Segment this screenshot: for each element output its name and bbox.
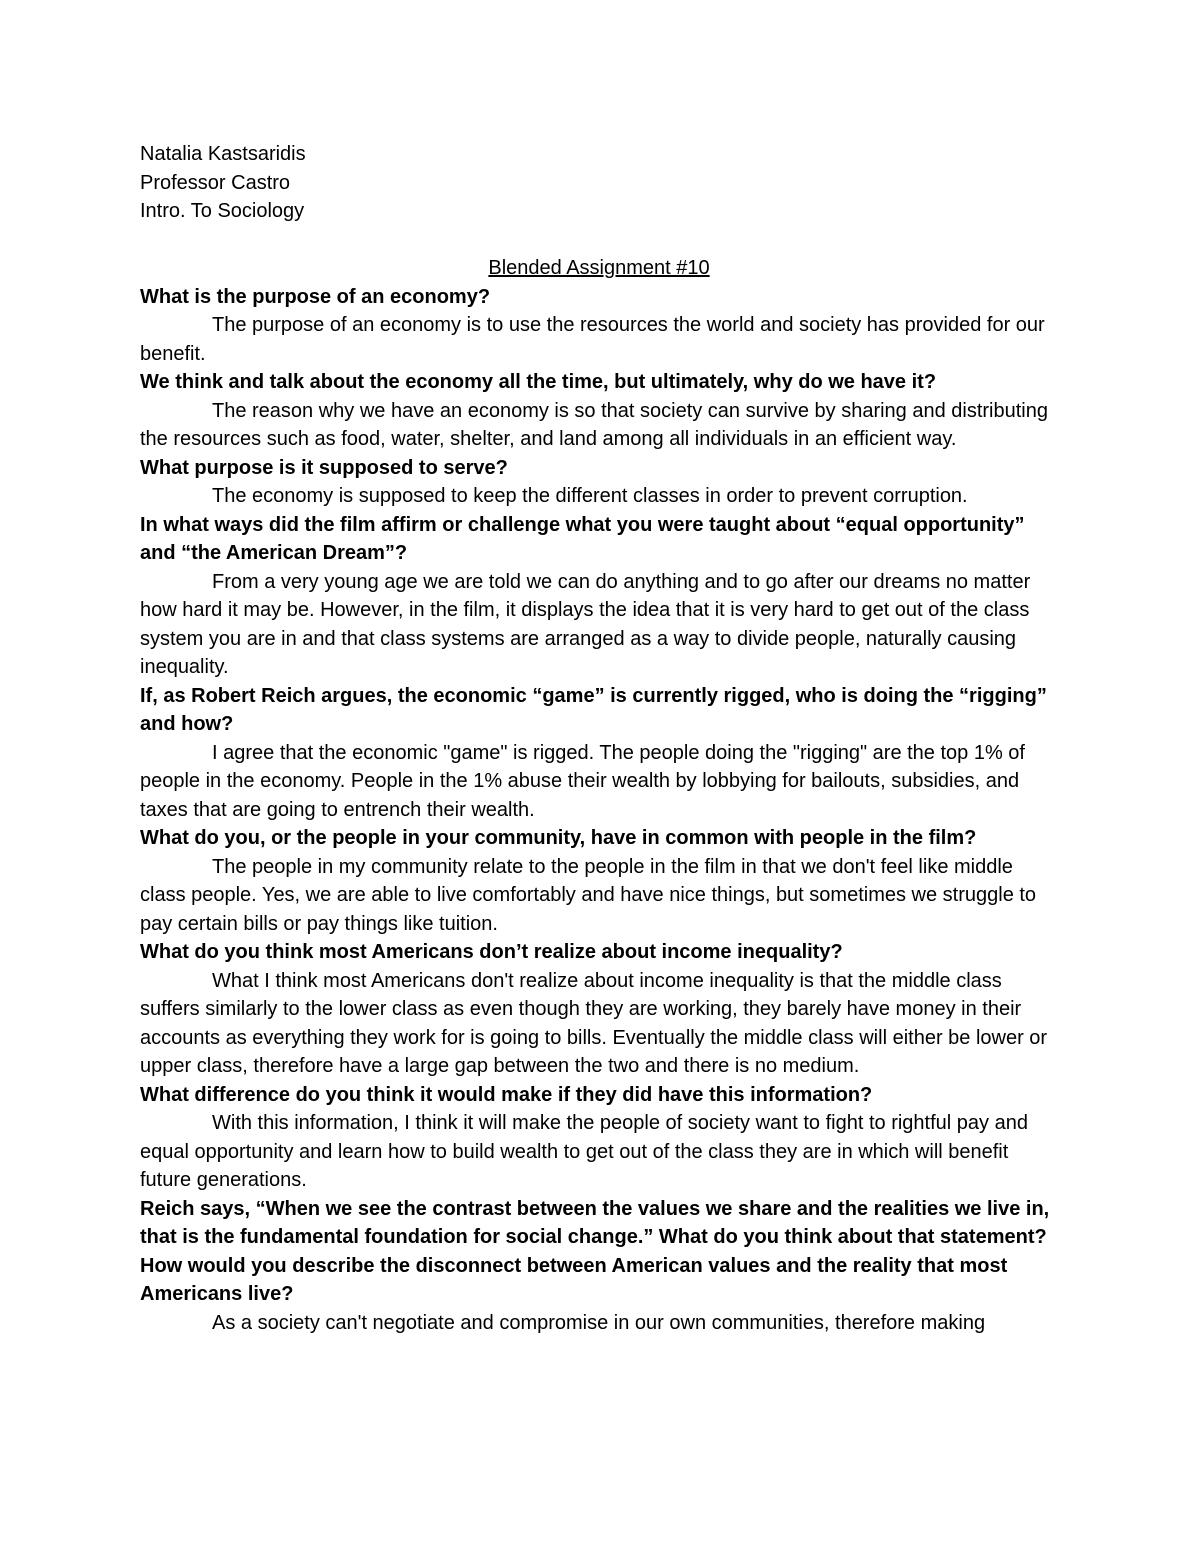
- professor-name: Professor Castro: [140, 171, 291, 194]
- course-name: Intro. To Sociology: [140, 200, 305, 222]
- answer-7: What I think most Americans don't realize about income inequality is that the middle class suffers similarly to the lower class as even though they are working, they barely have money in their accounts as everything they work for is going to bills. Eventually the middle class will either be lower or upper class, therefore have a large gap between the two and there is no medium.: [140, 969, 1048, 1077]
- answer-8: With this information, I think it will make the people of society want to fight to rightful pay and equal opportunity and learn how to build wealth to get out of the class they are in which will benefit future generations.: [140, 1112, 1028, 1191]
- question-5: If, as Robert Reich argues, the economic “game” is currently rigged, who is doing the “rigging” and how?: [140, 684, 1047, 735]
- question-4: In what ways did the film affirm or challenge what you were taught about “equal opportunity” and “the American Dream”?: [140, 513, 1025, 564]
- assignment-title: Blended Assignment #10: [488, 257, 710, 279]
- question-2: We think and talk about the economy all the time, but ultimately, why do we have it?: [140, 371, 937, 393]
- question-6: What do you, or the people in your community, have in common with people in the film?: [140, 827, 977, 849]
- answer-5: I agree that the economic "game" is rigged. The people doing the "rigging" are the top 1% of people in the economy. People in the 1% abuse their wealth by lobbying for bailouts, subsidies, and taxes that are going to entrench their wealth.: [140, 741, 1025, 821]
- answer-2: The reason why we have an economy is so that society can survive by sharing and distributing the resources such as food, water, shelter, and land among all individuals in an efficient way.: [140, 399, 1048, 450]
- answer-1: The purpose of an economy is to use the resources the world and society has provided for our benefit.: [140, 314, 1045, 365]
- answer-4: From a very young age we are told we can do anything and to go after our dreams no matter how hard it may be. However, in the film, it displays the idea that it is very hard to get out of the class system you are in and that class systems are arranged as a way to divide people, naturally causing inequality.: [140, 570, 1031, 678]
- question-1: What is the purpose of an economy?: [140, 285, 491, 308]
- question-7: What do you think most Americans don’t realize about income inequality?: [140, 941, 843, 963]
- question-3: What purpose is it supposed to serve?: [140, 456, 508, 479]
- answer-6: The people in my community relate to the people in the film in that we don't feel like middle class people. Yes, we are able to live comfortably and have nice things, but sometimes we struggle to pay certain bills or pay things like tuition.: [140, 855, 1037, 935]
- answer-3: The economy is supposed to keep the different classes in order to prevent corruption.: [212, 485, 968, 507]
- question-8: What difference do you think it would make if they did have this information?: [140, 1083, 873, 1106]
- question-9: Reich says, “When we see the contrast between the values we share and the realities we live in, that is the fundamental foundation for social change.” What do you think about that statement? How would you describe the disconnect between American values and the reality that most Americans live?: [140, 1197, 1050, 1305]
- document-body: [140, 140, 1058, 1337]
- answer-9: As a society can't negotiate and compromise in our own communities, therefore making: [212, 1311, 986, 1334]
- student-name: Natalia Kastsaridis: [140, 143, 306, 165]
